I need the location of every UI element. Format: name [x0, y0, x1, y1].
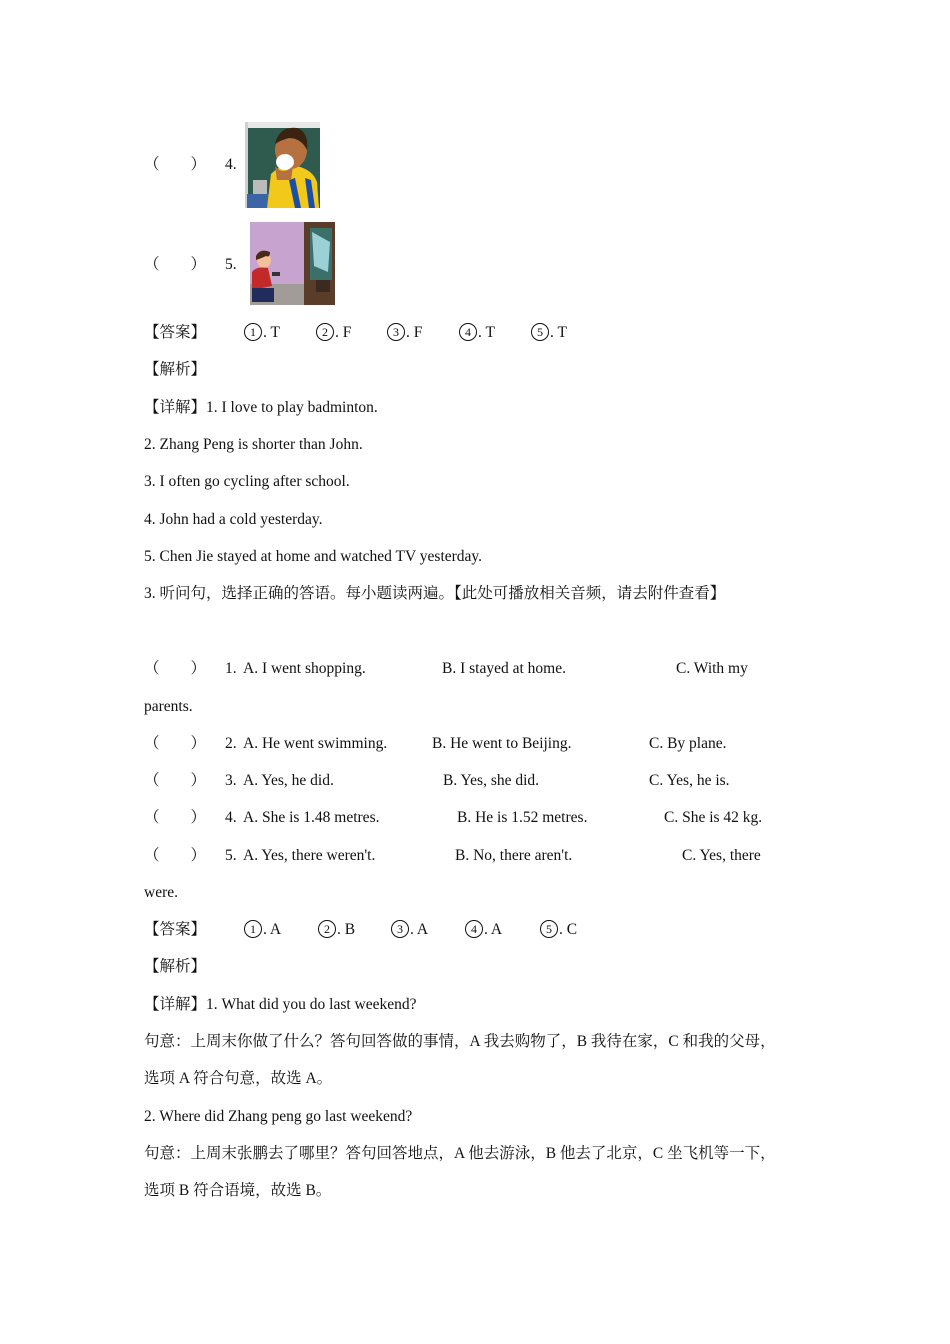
answer-tag: 【答案】: [144, 921, 207, 938]
analysis-tag-2: 【解析】: [144, 958, 207, 975]
option-c: C. Yes, there: [682, 847, 761, 864]
answer-4: 4 . A: [465, 920, 502, 940]
answer-blank-4: （ ）: [144, 156, 207, 173]
detail-line-3: 3. I often go cycling after school.: [144, 473, 350, 490]
detail-line-5: 5. Chen Jie stayed at home and watched TV yesterday.: [144, 548, 483, 565]
option-c: C. Yes, he is.: [649, 772, 730, 789]
item-number-4: 4.: [225, 156, 237, 173]
option-b: B. He went to Beijing.: [432, 735, 572, 752]
detail2-q2: 2. Where did Zhang peng go last weekend?: [144, 1108, 413, 1125]
section-3-title: 3. 听问句，选择正确的答语。每小题读两遍。【此处可播放相关音频，请去附件查看】: [144, 585, 726, 602]
answer-row-2: [144, 920, 578, 940]
answer-5: 5 . C: [540, 920, 577, 940]
option-a: A. Yes, there weren't.: [243, 847, 376, 864]
option-b: B. Yes, she did.: [443, 772, 540, 789]
detail2-q1-expl-1: 句意：上周末你做了什么？答句回答做的事情，A 我去购物了，B 我待在家，C 和我的父母，: [144, 1033, 776, 1050]
option-c-wrap: parents.: [144, 698, 193, 715]
answer-3: 3 . A: [391, 920, 428, 940]
child-watching-tv-image: [250, 222, 335, 305]
option-c: C. By plane.: [649, 735, 727, 752]
answer-2: 2 . F: [316, 323, 351, 343]
answer-3: 3 . F: [387, 323, 422, 343]
detail2-q2-expl-1: 句意：上周末张鹏去了哪里？答句回答地点，A 他去游泳，B 他去了北京，C 坐飞机等一下，: [144, 1145, 776, 1162]
answer-4: 4 . T: [459, 323, 495, 343]
option-a: A. He went swimming.: [243, 735, 388, 752]
option-c-wrap: were.: [144, 884, 178, 901]
detail-line-4: 4. John had a cold yesterday.: [144, 511, 323, 528]
option-a: A. Yes, he did.: [243, 772, 334, 789]
answer-tag: 【答案】: [144, 324, 207, 341]
answer-5: 5 . T: [531, 323, 567, 343]
detail2-q1: 【详解】1. What did you do last weekend?: [144, 996, 417, 1013]
item-number-5: 5.: [225, 256, 237, 273]
detail-line-1: 【详解】1. I love to play badminton.: [144, 399, 378, 416]
answer-1: 1 . T: [244, 323, 280, 343]
answer-1: 1 . A: [244, 920, 281, 940]
boy-sneezing-image: [245, 122, 320, 208]
option-b: B. I stayed at home.: [442, 660, 566, 677]
answer-blank-5: （ ）: [144, 256, 207, 273]
detail-line-2: 2. Zhang Peng is shorter than John.: [144, 436, 363, 453]
answer-row-1: [144, 323, 567, 343]
detail2-q2-expl-2: 选项 B 符合语境，故选 B。: [144, 1182, 332, 1199]
option-b: B. He is 1.52 metres.: [457, 809, 588, 826]
option-a: A. I went shopping.: [243, 660, 366, 677]
detail2-q1-expl-2: 选项 A 符合句意，故选 A。: [144, 1070, 333, 1087]
option-c: C. With my: [676, 660, 748, 677]
answer-2: 2 . B: [318, 920, 355, 940]
option-b: B. No, there aren't.: [455, 847, 573, 864]
option-a: A. She is 1.48 metres.: [243, 809, 380, 826]
option-c: C. She is 42 kg.: [664, 809, 763, 826]
analysis-tag: 【解析】: [144, 361, 207, 378]
